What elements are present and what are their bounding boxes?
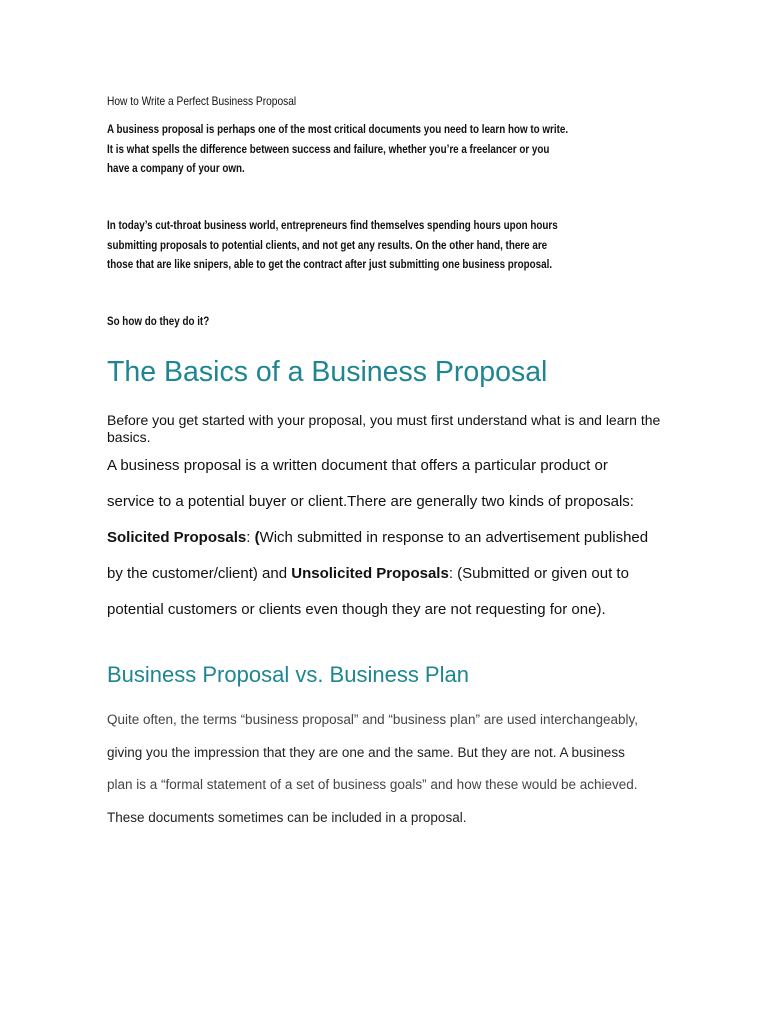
basics-definition-line: A business proposal is a written document that offers a particular product or xyxy=(107,457,608,474)
intro-paragraph-2-line: those that are like snipers, able to get the contract after just submitting one business proposal. xyxy=(107,257,553,271)
intro-paragraph-1-line: have a company of your own. xyxy=(107,161,245,175)
basics-definition xyxy=(107,448,677,628)
line4-post: : (Submitted or given out to xyxy=(448,565,629,582)
intro-paragraph-2 xyxy=(107,216,558,275)
vs-paragraph-line: giving you the impression that they are one and the same. But they are not. A business xyxy=(107,744,625,760)
intro-paragraph-1-line: It is what spells the difference between success and failure, whether you’re a freelancer or you xyxy=(107,141,550,156)
intro-paragraph-2-line: submitting proposals to potential clients, and not get any results. On the other hand, there are xyxy=(107,237,548,252)
basics-lead xyxy=(107,412,667,446)
document-title xyxy=(107,92,296,112)
vs-paragraph xyxy=(107,704,677,834)
basics-lead-line: Before you get started with your proposal, you must first understand what is and learn the xyxy=(107,412,661,428)
solicited-text: Wich submitted in response to an advertisement published xyxy=(259,529,649,546)
intro-paragraph-1-line: A business proposal is perhaps one of the most critical documents you need to learn how to write. xyxy=(107,122,569,136)
vs-paragraph-line: Quite often, the terms “business proposal” and “business plan” are used interchangeably, xyxy=(107,712,639,727)
line4-pre: by the customer/client) and xyxy=(107,565,292,582)
basics-definition-line: service to a potential buyer or client.There are generally two kinds of proposals: xyxy=(107,493,634,510)
basics-definition-line: potential customers or clients even though they are not requesting for one). xyxy=(107,601,606,618)
basics-lead-line: basics. xyxy=(107,429,151,445)
document-title-text: How to Write a Perfect Business Proposal xyxy=(107,94,297,108)
unsolicited-label: Unsolicited Proposals xyxy=(291,565,449,582)
vs-paragraph-line: plan is a “formal statement of a set of business goals” and how these would be achieved. xyxy=(107,777,638,792)
intro-question-text: So how do they do it? xyxy=(107,314,210,328)
basics-heading: The Basics of a Business Proposal xyxy=(107,356,548,388)
vs-paragraph-line: These documents sometimes can be included in a proposal. xyxy=(107,809,467,825)
intro-question xyxy=(107,312,209,332)
solicited-paren: ( xyxy=(254,529,260,546)
basics-definition-line xyxy=(107,520,677,556)
basics-definition-line xyxy=(107,556,677,592)
intro-paragraph-1 xyxy=(107,120,568,179)
intro-paragraph-2-line: In today’s cut-throat business world, entrepreneurs find themselves spending hours upon hours xyxy=(107,218,558,232)
solicited-separator: : ( xyxy=(246,529,260,546)
solicited-label: Solicited Proposals xyxy=(107,529,247,546)
vs-heading: Business Proposal vs. Business Plan xyxy=(107,662,469,687)
